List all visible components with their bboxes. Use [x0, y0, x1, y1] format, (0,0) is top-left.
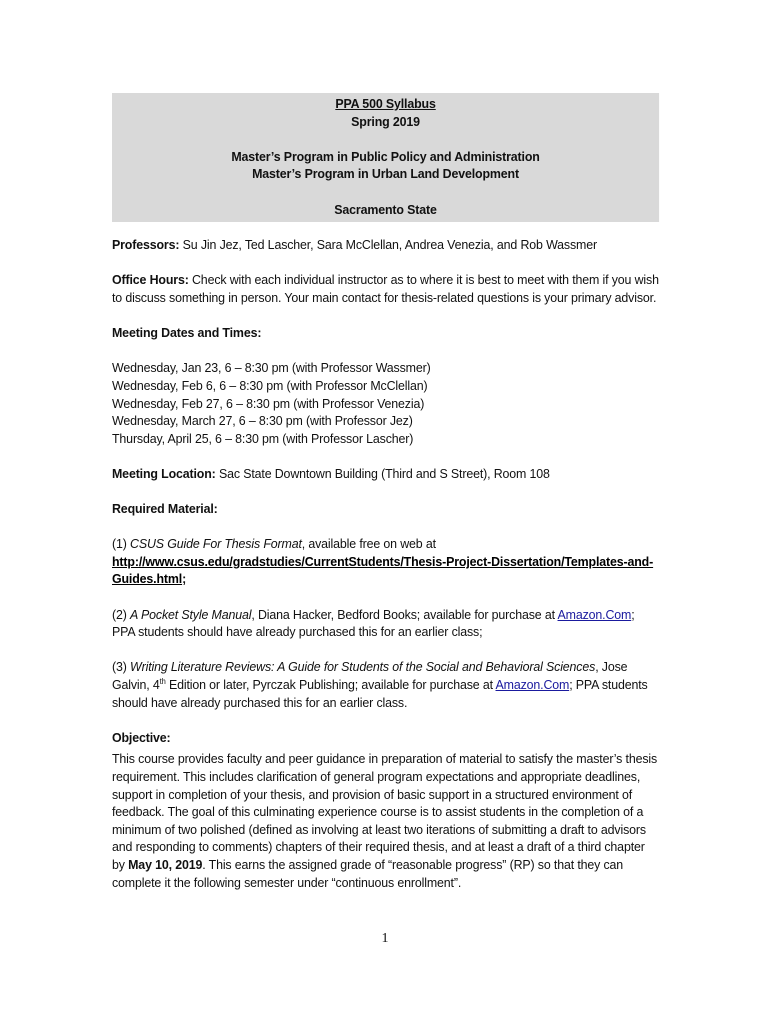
meeting-item: Wednesday, Feb 27, 6 – 8:30 pm (with Professor Venezia) — [112, 395, 425, 411]
material-3-text2: Edition or later, Pyrczak Publishing; available for purchase at — [165, 677, 496, 692]
objective-text — [112, 750, 659, 891]
material-3-sup: th — [159, 677, 166, 686]
location-section — [112, 465, 659, 483]
office-hours-label: Office Hours: — [112, 272, 189, 288]
syllabus-header — [112, 93, 659, 222]
material-3 — [112, 658, 659, 711]
meeting-item: Wednesday, Feb 6, 6 – 8:30 pm (with Professor McClellan) — [112, 377, 428, 393]
material-1-number: (1) — [112, 536, 131, 552]
material-1 — [112, 535, 659, 588]
material-2-title: A Pocket Style Manual — [130, 606, 252, 622]
location-text: Sac State Downtown Building (Third and S Street), Room 108 — [215, 465, 550, 481]
meeting-list — [112, 359, 659, 447]
thesis-guide-link[interactable]: http://www.csus.edu/gradstudies/CurrentStudents/Thesis-Project-Dissertation/Templates-and-Guides.html — [112, 553, 654, 587]
materials-heading: Required Material: — [112, 501, 218, 517]
material-3-text: , Jose Galvin, 4 — [112, 659, 628, 692]
meetings-heading: Meeting Dates and Times: — [112, 325, 262, 341]
professors-label: Professors: — [112, 237, 180, 253]
material-2-text: , Diana Hacker, Bedford Books; available for purchase at — [251, 606, 558, 622]
meeting-item: Thursday, April 25, 6 – 8:30 pm (with Professor Lascher) — [112, 430, 414, 446]
term: Spring 2019 — [351, 113, 420, 129]
material-2 — [112, 606, 659, 641]
material-3-title: Writing Literature Reviews: A Guide for Students of the Social and Behavioral Sciences — [130, 659, 596, 675]
material-1-text: , available free on web at — [301, 536, 436, 552]
meeting-item: Wednesday, March 27, 6 – 8:30 pm (with Professor Jez) — [112, 413, 413, 429]
professors-section — [112, 236, 659, 254]
location-label: Meeting Location: — [112, 465, 216, 481]
page-number: 1 — [381, 931, 389, 946]
objective-text-2: . This earns the assigned grade of “reasonable progress” (RP) so that they can complete it the following semester under “continuous enrollment”. — [112, 856, 624, 890]
program-urban-land: Master’s Program in Urban Land Development — [252, 166, 519, 182]
program-public-policy: Master’s Program in Public Policy and Administration — [231, 148, 540, 164]
office-hours-section — [112, 271, 659, 306]
material-2-number: (2) — [112, 606, 131, 622]
meeting-item: Wednesday, Jan 23, 6 – 8:30 pm (with Professor Wassmer) — [112, 360, 431, 376]
material-3-end: ; PPA students should have already purchased this for an earlier class. — [112, 677, 648, 710]
material-1-title: CSUS Guide For Thesis Format — [130, 536, 302, 552]
amazon-link[interactable]: Amazon.Com — [557, 606, 632, 622]
course-title: PPA 500 Syllabus — [335, 96, 436, 111]
school-name: Sacramento State — [334, 201, 437, 217]
material-2-end: ; PPA students should have already purchased this for an earlier class; — [112, 606, 635, 640]
objective-text-1: This course provides faculty and peer guidance in preparation of material to satisfy the master’s thesis requirement. This includes clarification of general program expectations and appropriate deadlines, support in completion of your thesis, and provision of basic support in a structured environment of feedback. The goal of this culminating experience course is to assist students in the completion of a minimum of two polished (defined as involving at least two iterations of submitting a draft to advisors and responding to comments) chapters of their required thesis, and at least a draft of a third chapter by — [112, 751, 658, 872]
material-1-end: ; — [182, 571, 187, 587]
office-hours-text: Check with each individual instructor as to where it is best to meet with them if you wish to discuss something in person. Your main contact for thesis-related questions is your primary advisor. — [112, 272, 659, 305]
objective-heading: Objective: — [112, 729, 171, 745]
syllabus-page — [112, 93, 659, 909]
objective-deadline: May 10, 2019 — [128, 856, 203, 872]
material-3-number: (3) — [112, 659, 131, 675]
professors-text: Su Jin Jez, Ted Lascher, Sara McClellan, Andrea Venezia, and Rob Wassmer — [179, 237, 597, 253]
amazon-link[interactable]: Amazon.Com — [495, 677, 570, 692]
